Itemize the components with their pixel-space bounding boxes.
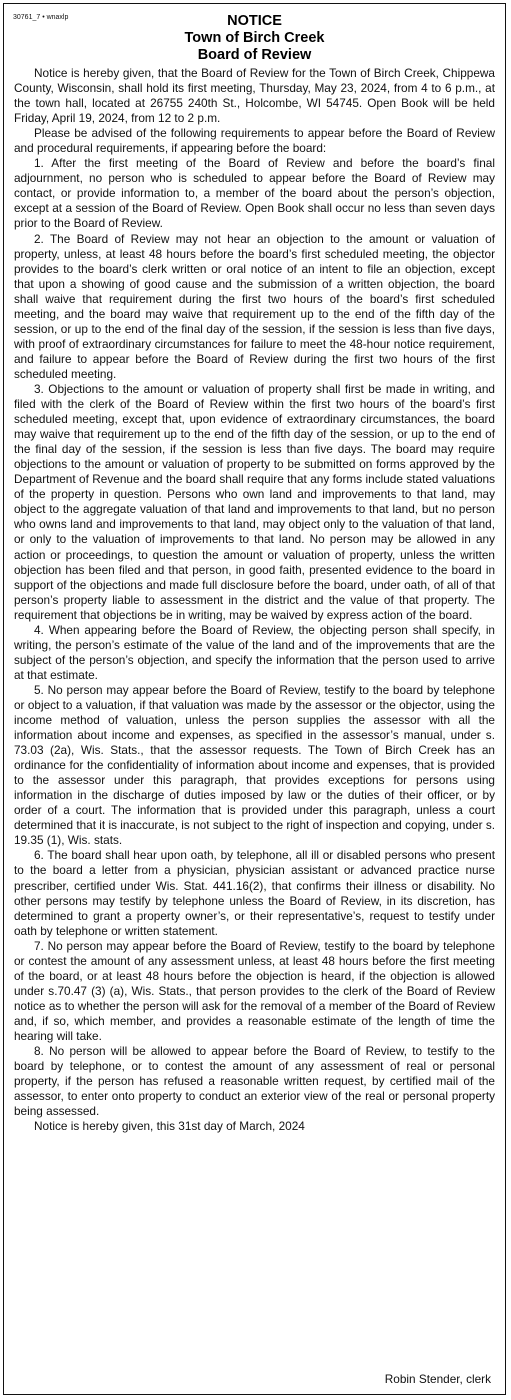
paragraph-requirement-7: 7. No person may appear before the Board of Review, testify to the board by telephone or contest the amount of any assessment unless, at least 48 hours before the first meeting of the board, or at least 48 hours before the objection is heard, if the objection is allowed under s.70.47 (3) (a), Wis. Stats., that person provides to the clerk of the Board of Review notice as to whether the person will ask for the removal of a member of the Board of Review and, if so, which member, and provides a reasonable estimate of the length of time the hearing will take. <box>14 938 495 1043</box>
clerk-signature: Robin Stender, clerk <box>384 1372 491 1386</box>
paragraph-advisory: Please be advised of the following requirements to appear before the Board of Review and procedural requirements, if appearing before the board: <box>14 126 495 156</box>
paragraph-intro: Notice is hereby given, that the Board of Review for the Town of Birch Creek, Chippewa County, Wisconsin, shall hold its first meeting, Thursday, May 23, 2024, from 4 to 6 p.m., at the town hall, located at 26755 240th St., Holcombe, WI 54745. Open Book will be held Friday, April 19, 2024, from 12 to 2 p.m. <box>14 66 495 126</box>
board-name: Board of Review <box>197 47 312 63</box>
paragraph-requirement-3: 3. Objections to the amount or valuation of property shall first be made in writing, and filed with the clerk of the Board of Review within the first two hours of the board’s first scheduled meeting, except that, upon evidence of extraordinary circumstances, the board may waive that requirement up to the end of the fifth day of the session, or up to the end of the final day of the session, if the session is less than five days. The board may require objections to the amount or valuation of property to be submitted on forms approved by the Department of Revenue and the board shall require that any forms include stated valuations of the property in question. Persons who own land and improvements to that land, may object to the aggregate valuation of that land and improvements to that land, but no person who owns land and improvements to that land, may object only to the valuation of that land, or only to the valuation of improvements to that land. No person may be allowed in any action or proceedings, to question the amount or valuation of property, unless the written objection has been filed and that person, in good faith, presented evidence to the board in support of the objections and made full disclosure before the board, under oath, of all of that person’s property liable to assessment in the district and the value of that property. The requirement that objections be in writing, may be waived by express action of the board. <box>14 381 495 622</box>
notice-header <box>4 4 505 64</box>
legal-notice <box>3 3 506 1395</box>
paragraph-requirement-5: 5. No person may appear before the Board of Review, testify to the board by telephone or object to a valuation, if that valuation was made by the assessor or the objector, using the income method of valuation, unless the person supplies the assessor with all the information about income and expenses, as specified in the assessor’s manual, under s. 73.03 (2a), Wis. Stats., that the assessor requests. The Town of Birch Creek has an ordinance for the confidentiality of information about income and expenses, that is provided to the assessor under this paragraph, that provides exceptions for persons using information in the discharge of duties imposed by law or the duties of their officer, or by order of a court. The information that is provided under this paragraph, unless a court determined that it is inaccurate, is not subject to the right of inspection and copying, under s. 19.35 (1), Wis. stats. <box>14 682 495 848</box>
notice-body <box>4 64 505 1134</box>
paragraph-requirement-4: 4. When appearing before the Board of Review, the objecting person shall specify, in writing, the person’s estimate of the value of the land and of the improvements that are the subject of the person’s objection, and specify the information that the person used to arrive at that estimate. <box>14 622 495 682</box>
paragraph-requirement-6: 6. The board shall hear upon oath, by telephone, all ill or disabled persons who present to the board a letter from a physician, physician assistant or advanced practice nurse prescriber, certified under Wis. Stat. 441.16(2), that confirms their illness or disability. No other persons may testify by telephone unless the Board of Review, in its discretion, has determined to grant a property owner’s, or their representative’s, request to testify under oath by telephone or written statement. <box>14 848 495 938</box>
notice-title: NOTICE <box>227 13 282 29</box>
ad-code: 30761_7 • wnaxlp <box>13 14 69 21</box>
paragraph-requirement-1: 1. After the first meeting of the Board of Review and before the board’s final adjournment, no person who is scheduled to appear before the Board of Review may contact, or provide information to, a member of the board about the person’s objection, except at a session of the Board of Review. Open Book shall occur no less than seven days prior to the Board of Review. <box>14 156 495 231</box>
paragraph-closing: Notice is hereby given, this 31st day of March, 2024 <box>34 1119 305 1134</box>
paragraph-requirement-2: 2. The Board of Review may not hear an objection to the amount or valuation of property, unless, at least 48 hours before the board’s first scheduled meeting, the objector provides to the board’s clerk written or oral notice of an intent to file an objection, except that upon a showing of good cause and the submission of a written objection, the board shall waive that requirement during the first two hours of the board’s first scheduled meeting, and the board may waive that requirement up to the end of the fifth day of the session, or up to the end of the final day of the session, if the session is less than five days, with proof of extraordinary circumstances for failure to meet the 48-hour notice requirement, and failure to appear before the Board of Review during the first two hours of the first scheduled meeting. <box>14 231 495 381</box>
town-name: Town of Birch Creek <box>184 30 325 46</box>
paragraph-requirement-8: 8. No person will be allowed to appear before the Board of Review, to testify to the board by telephone, or to contest the amount of any assessment of real or personal property, if the person has refused a reasonable written request, by certified mail of the assessor, to enter onto property to conduct an exterior view of the real or personal property being assessed. <box>14 1044 495 1119</box>
